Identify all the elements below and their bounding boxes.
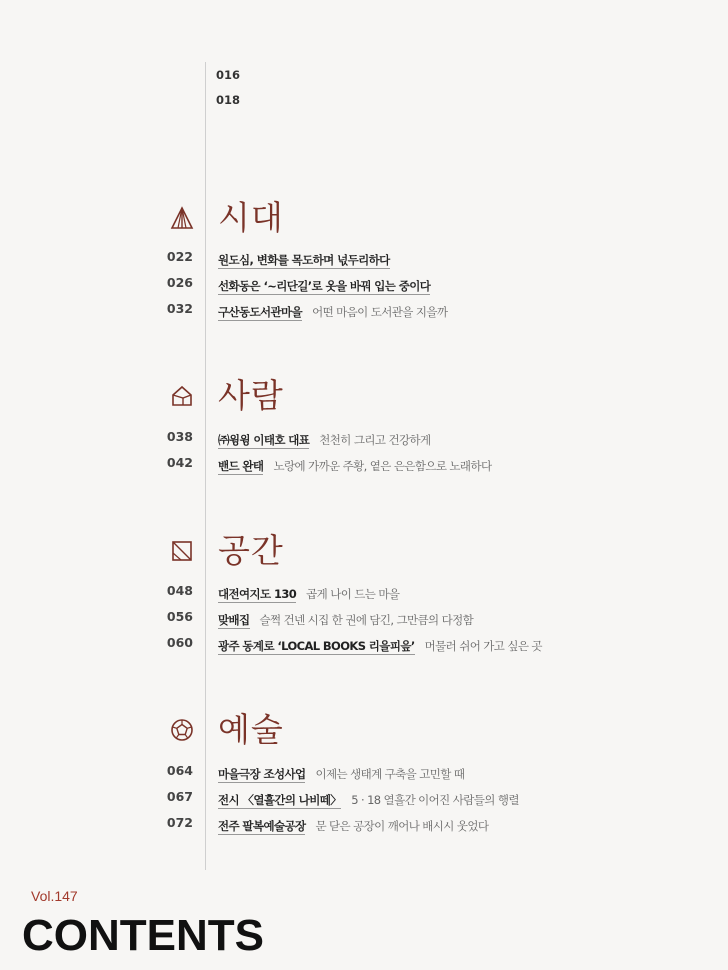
toc-entry[interactable] bbox=[0, 429, 728, 449]
entry-subtitle: 5 · 18 열흘간 이어진 사람들의 행렬 bbox=[351, 793, 519, 807]
toc-entry[interactable] bbox=[0, 609, 728, 629]
page-number: 038 bbox=[166, 429, 193, 444]
toc-entry[interactable] bbox=[0, 249, 728, 269]
entry-title: 전시 〈열흘간의 나비떼〉 bbox=[218, 793, 342, 807]
section-title: 공간 bbox=[218, 531, 284, 570]
toc-entry[interactable] bbox=[0, 635, 728, 655]
toc-entry[interactable] bbox=[0, 455, 728, 475]
entry-title: 전주 팔복예술공장 bbox=[218, 819, 306, 833]
toc-entry[interactable] bbox=[0, 763, 728, 783]
entry-title: 맞배집 bbox=[218, 613, 250, 627]
entry-title: 마을극장 조성사업 bbox=[218, 767, 306, 781]
page-title: CONTENTS bbox=[22, 911, 264, 960]
toc-entry[interactable] bbox=[0, 583, 728, 603]
section-title: 사람 bbox=[218, 376, 284, 415]
entry-title: 대전여지도 130 bbox=[218, 587, 297, 601]
page-number: 016 bbox=[216, 68, 241, 82]
toc-entry[interactable] bbox=[0, 789, 728, 809]
page-number: 072 bbox=[166, 815, 193, 830]
page-number: 064 bbox=[166, 763, 193, 778]
square-diagonal-icon bbox=[170, 539, 194, 563]
volume-label: Vol.147 bbox=[31, 888, 78, 904]
entry-title: 밴드 완태 bbox=[218, 459, 264, 473]
page-number: 056 bbox=[166, 609, 193, 624]
dodecahedron-icon bbox=[170, 718, 194, 742]
triangle-icon bbox=[170, 206, 194, 230]
page-number: 032 bbox=[166, 301, 193, 316]
entry-subtitle: 곱게 나이 드는 마을 bbox=[306, 587, 400, 601]
house-outline-icon bbox=[170, 384, 194, 408]
entry-subtitle: 어떤 마음이 도서관을 지을까 bbox=[312, 305, 448, 319]
entry-title: 원도심, 변화를 목도하며 넋두리하다 bbox=[218, 253, 390, 267]
toc-entry[interactable] bbox=[0, 815, 728, 835]
entry-subtitle: 머물러 쉬어 가고 싶은 곳 bbox=[424, 639, 542, 653]
page-number: 067 bbox=[166, 789, 193, 804]
entry-subtitle: 슬쩍 건넨 시집 한 권에 담긴, 그만큼의 다정함 bbox=[259, 613, 474, 627]
entry-title: 선화동은 ‘~리단길’로 옷을 바꿔 입는 중이다 bbox=[218, 279, 431, 293]
page-number: 018 bbox=[216, 93, 241, 107]
section-title: 예술 bbox=[218, 710, 284, 749]
entry-title: 광주 동계로 ‘LOCAL BOOKS 리을피읖’ bbox=[218, 639, 415, 653]
entry-subtitle: 노랑에 가까운 주황, 옅은 은은함으로 노래하다 bbox=[273, 459, 492, 473]
entry-subtitle: 문 닫은 공장이 깨어나 배시시 웃었다 bbox=[315, 819, 489, 833]
entry-title: ㈜윙윙 이태호 대표 bbox=[218, 433, 310, 447]
page-number: 042 bbox=[166, 455, 193, 470]
section-title: 시대 bbox=[218, 198, 284, 237]
toc-entry[interactable] bbox=[0, 301, 728, 321]
page-number: 048 bbox=[166, 583, 193, 598]
page-number: 022 bbox=[166, 249, 193, 264]
entry-title: 구산동도서관마을 bbox=[218, 305, 303, 319]
entry-subtitle: 천천히 그리고 건강하게 bbox=[319, 433, 431, 447]
page-number: 060 bbox=[166, 635, 193, 650]
page-number: 026 bbox=[166, 275, 193, 290]
entry-subtitle: 이제는 생태계 구축을 고민할 때 bbox=[315, 767, 465, 781]
toc-entry[interactable] bbox=[0, 275, 728, 295]
